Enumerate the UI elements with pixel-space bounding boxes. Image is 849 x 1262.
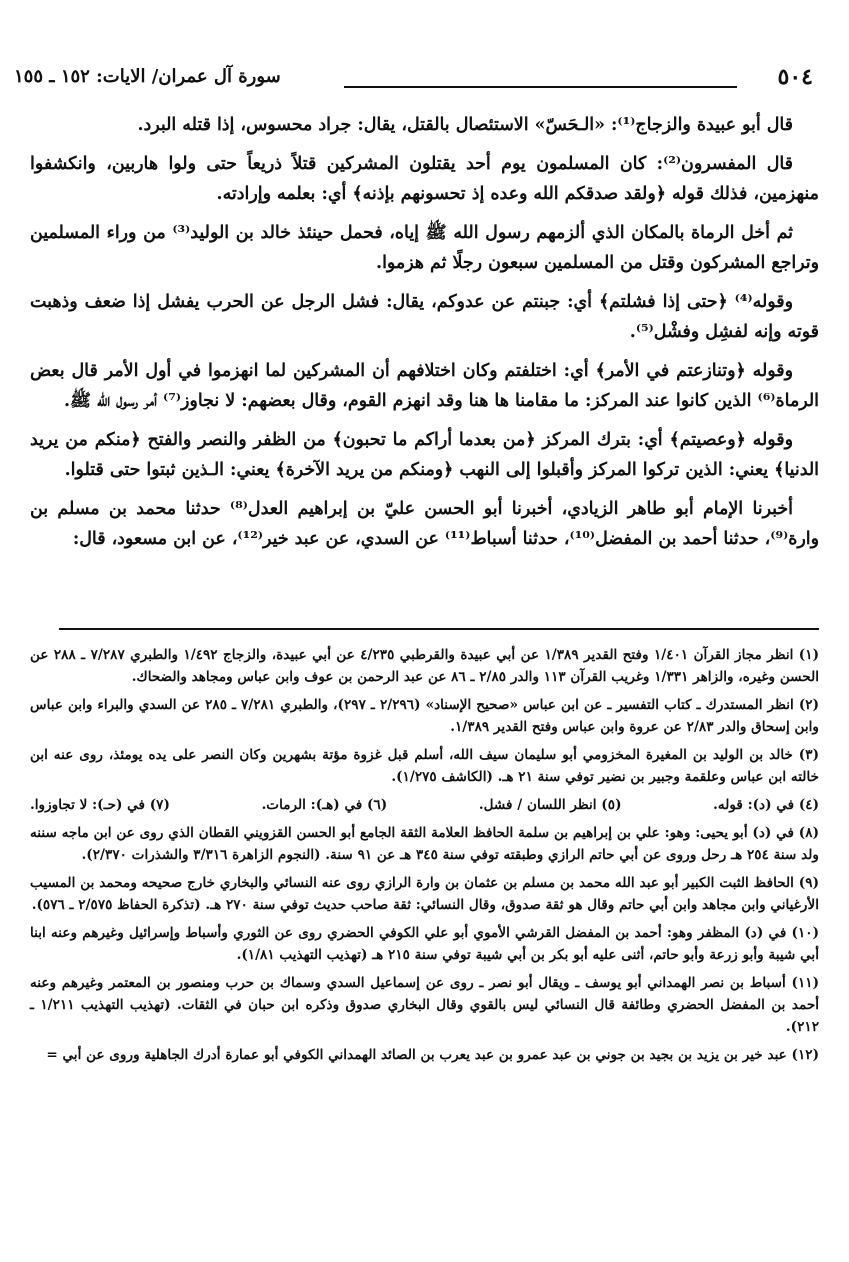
body-paragraph: وقوله ﴿وعصيتم﴾ أي: بترك المركز ﴿من بعدما أراكم ما تحبون﴾ من الظفر والنصر والفتح ﴿منكم من يريد الدنيا﴾ يعني: الذين تركوا المركز وأقبلوا إلى النهب ﴿ومنكم من يريد الآخرة﴾ يعني: الـذين ثبتوا حتى قتلوا. <box>30 430 819 480</box>
footnote: (٥) انظر اللسان / فشل. <box>478 797 622 813</box>
body-paragraph: أخبرنا الإمام أبو طاهر الزيادي، أخبرنا أبو الحسن عليّ بن إبراهيم العدل⁽⁸⁾ حدثنا محمد بن مسلم بن وارة⁽⁹⁾، حدثنا أحمد بن المفضل⁽¹⁰⁾، حدثنا أسباط⁽¹¹⁾ عن السدي، عن عبد خير⁽¹²⁾، عن ابن مسعود، قال: <box>30 499 819 549</box>
footnote: (١١) أسباط بن نصر الهمداني أبو يوسف ـ ويقال أبو نصر ـ روى عن إسماعيل السدي وسماك بن حرب ومنصور بن المعتمر وغيرهم وعنه أحمد بن المفضل الحضري وطائفة قال النسائي ليس بالقوي وقال البخاري صدوق وذكره ابن حبان في الثقات. (تهذيب التهذيب ١/٢١١ ـ ٢١٢). <box>30 975 820 1035</box>
footnote: (٦) في (هـ): الرمات. <box>261 797 388 813</box>
header-rule <box>344 86 737 88</box>
main-text <box>30 110 819 563</box>
footnote: (٢) انظر المستدرك ـ كتاب التفسير ـ عن ابن عباس «صحيح الإسناد» (٢/٢٩٦ ـ ٢٩٧)، والطبري ٧/٢٨١ ـ ٢٨٥ عن السدي والبراء وابن عباس وابن إسحاق والدر ٢/٨٣ عن عروة وابن عباس وفتح القدير ١/٣٨٩. <box>30 697 819 735</box>
footnote: (٧) في (حـ): لا تجاوزوا. <box>30 797 170 813</box>
body-paragraph: قال المفسرون⁽²⁾: كان المسلمون يوم أحد يقتلون المشركين قتلاً ذريعاً حتى ولوا هاربين، وانكشفوا منهزمين، فذلك قوله ﴿ولقد صدقكم الله وعده إذ تحسونهم بإذنه﴾ أي: بعلمه وإرادته. <box>30 154 819 204</box>
footnotes <box>30 644 819 1072</box>
footnote: (١) انظر مجاز القرآن ١/٤٠١ وفتح القدير ١/٣٨٩ عن أبي عبيدة والقرطبي ٤/٢٣٥ عن أبي عبيدة، والزجاج ١/٤٩٢ والطبري ٧/٢٨٧ ـ ٢٨٨ عن الحسن وغيره، والزاهر ١/٣٣١ وغريب القرآن ١١٣ والدر ٢/٨٥ ـ ٨٦ عن عبد الرحمن بن عوف وابن عباس ومجاهد والضحاك. <box>30 647 819 685</box>
body-paragraph: وقوله ﴿وتنازعتم في الأمر﴾ أي: اختلفتم وكان اختلافهم أن المشركين لما انهزموا في أول الأمر قال بعض الرماة⁽⁶⁾ الذين كانوا عند المركز: ما مقامنا ها هنا وقد انهزم القوم، وقال بعضهم: لا نجاوز⁽⁷⁾ أمر رسول الله ﷺ. <box>30 361 819 411</box>
footnote-separator <box>59 628 819 630</box>
page-number: ٥٠٤ <box>777 64 813 90</box>
footnote: (٣) خالد بن الوليد بن المغيرة المخزومي أبو سليمان سيف الله، أسلم قبل غزوة مؤتة بشهرين وكان النصر على يده يومئذ، روى عنه ابن خالته ابن عباس وعلقمة وجبير بن نضير توفي سنة ٢١ هـ. (الكاشف ١/٢٧٥). <box>30 747 819 785</box>
footnote: (١٠) في (د) المظفر وهو: أحمد بن المفضل القرشي الأموي أبو علي الكوفي الحضري روى عن الثوري وأسباط وإسرائيل وغيرهم وعنه ابنا أبي شيبة وأبو زرعة وأبو حاتم، أثنى عليه أبو بكر بن أبي شيبة توفي سنة ٢١٥ هـ (تهذيب التهذيب ١/٨١). <box>30 925 819 963</box>
footnote: (٨) في (د) أبو يحيى: وهو: علي بن إبراهيم بن سلمة الحافظ العلامة الثقة الجامع أبو الحسن القزويني القطان الذي روى عن ابن ماجه سننه ولد سنة ٢٥٤ هـ رحل وروى عن أبي حاتم الرازي وطبقته توفي سنة ٣٤٥ هـ عن ٩١ سنة. (النجوم الزاهرة ٣/٣١٦ والشذرات ٢/٣٧٠). <box>30 825 819 863</box>
footnote: (٩) الحافظ الثبت الكبير أبو عبد الله محمد بن مسلم بن عثمان بن وارة الرازي روى عنه النسائي والبخاري خارج صحيحه ومحمد بن المسيب الأرغياني وابن مجاهد وابن أبي حاتم وقال هو ثقة صدوق، وقال النسائي: ثقة صاحب حديث توفي سنة ٢٧٠ هـ. (تذكرة الحفاظ ٢/٥٧٥ ـ ٥٧٦). <box>30 875 819 913</box>
running-title: سورة آل عمران/ الايات: ١٥٢ ـ ١٥٥ <box>14 66 281 87</box>
footnote: (٤) في (د): قوله. <box>713 797 819 813</box>
body-paragraph: وقوله⁽⁴⁾ ﴿حتى إذا فشلتم﴾ أي: جبنتم عن عدوكم، يقال: فشل الرجل عن الحرب يفشل إذا ضعف وذهبت قوته وإنه لفشِل وفشْل⁽⁵⁾. <box>30 292 819 342</box>
footnote: (١٢) عبد خير بن يزيد بن بجيد بن جوني بن عبد عمرو بن عبد يعرب بن الصائد الهمداني الكوفي أبو عمارة أدرك الجاهلية وروى عن أبي = <box>46 1047 819 1063</box>
footnote-short-row <box>30 794 819 816</box>
page-header <box>14 64 813 98</box>
body-paragraph: قال أبو عبيدة والزجاج⁽¹⁾: «الـحَسّ» الاستئصال بالقتل، يقال: جراد محسوس، إذا قتله البرد. <box>137 115 793 135</box>
body-paragraph: ثم أخل الرماة بالمكان الذي ألزمهم رسول الله ﷺ إياه، فحمل حينئذ خالد بن الوليد⁽³⁾ من وراء المسلمين وتراجع المشركون وقتل من المسلمين سبعون رجلًا ثم هزموا. <box>30 223 819 273</box>
